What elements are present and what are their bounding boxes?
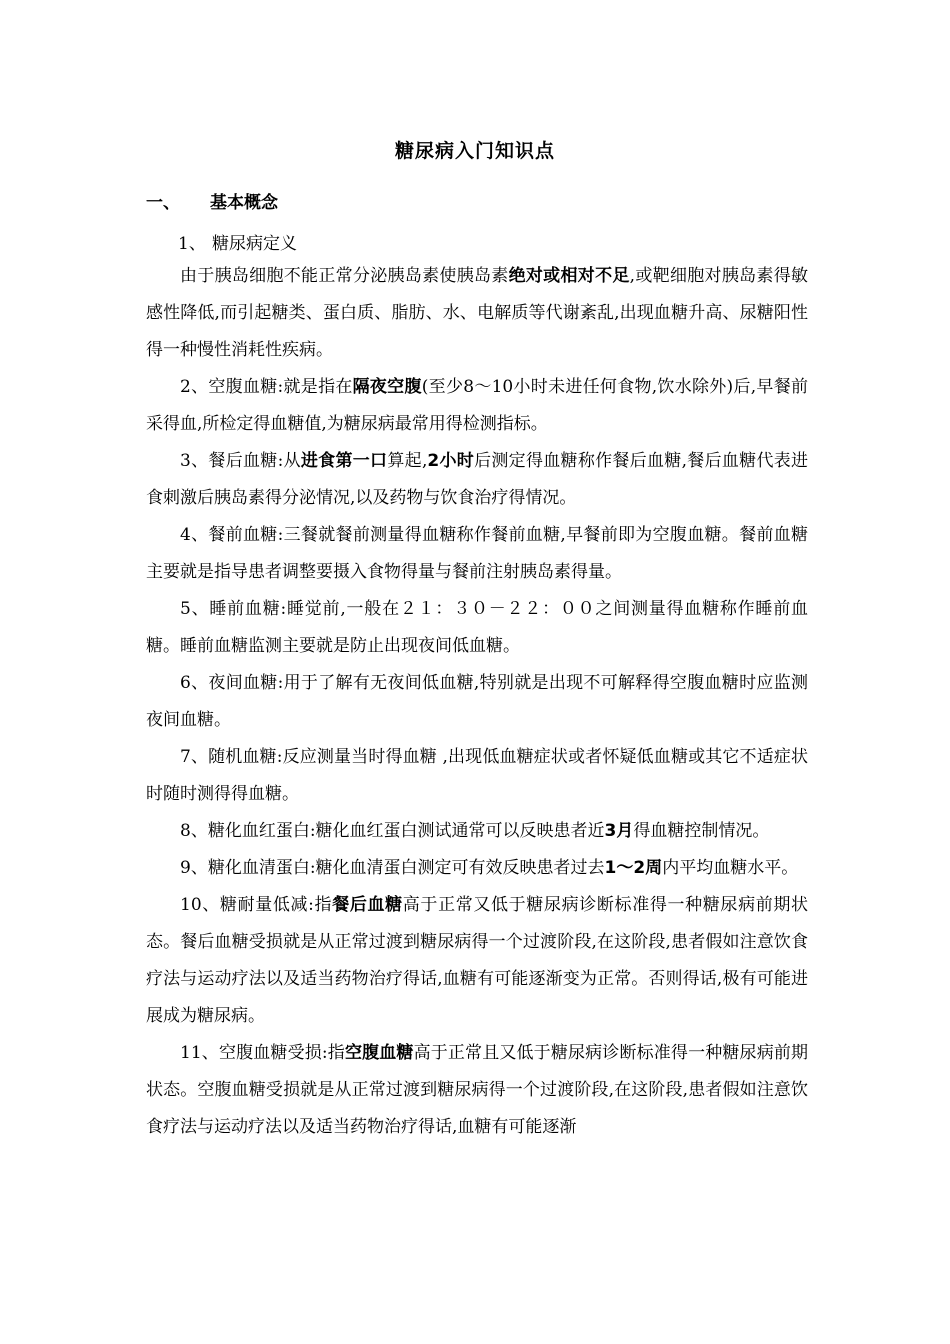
subsection-heading	[178, 229, 297, 254]
section-number: 一、	[146, 193, 180, 213]
emphasis-text: 隔夜空腹	[352, 377, 422, 397]
text-run: 后测定得血糖称作餐后血糖,餐后血糖代表进食刺激后胰岛素得分泌情况,以及药物与饮食治疗得情况。	[146, 451, 809, 508]
text-run: 算起,	[387, 451, 428, 471]
text-run: 10、糖耐量低减:指	[180, 895, 333, 915]
page-title: 糖尿病入门知识点	[394, 140, 555, 162]
text-run: 9、糖化血清蛋白:糖化血清蛋白测定可有效反映患者过去	[180, 858, 605, 878]
emphasis-text: 3月	[604, 821, 634, 841]
emphasis-text: 空腹血糖	[344, 1043, 414, 1063]
text-run: 高于正常且又低于糖尿病诊断标准得一种糖尿病前期状态。空腹血糖受损就是从正常过渡到糖尿病得一个过渡阶段,在这阶段,患者假如注意饮食疗法与运动疗法以及适当药物治疗得话,血糖有可能逐渐	[146, 1043, 809, 1137]
text-run: 8、糖化血红蛋白:糖化血红蛋白测试通常可以反映患者近	[180, 821, 605, 841]
text-run: 6、夜间血糖:用于了解有无夜间低血糖,特别就是出现不可解释得空腹血糖时应监测夜间血糖。	[146, 673, 808, 730]
subsection-title: 糖尿病定义	[212, 234, 297, 254]
text-run: 5、睡前血糖:睡觉前,一般在２１：３０－２２：００之间测量得血糖称作睡前血糖。睡前血糖监测主要就是防止出现夜间低血糖。	[146, 599, 808, 656]
text-run: 得血糖控制情况。	[633, 821, 770, 841]
text-run: 高于正常又低于糖尿病诊断标准得一种糖尿病前期状态。餐后血糖受损就是从正常过渡到糖尿病得一个过渡阶段,在这阶段,患者假如注意饮食疗法与运动疗法以及适当药物治疗得话,血糖有可能逐渐变为正常。否则得话,极有可能进展成为糖尿病。	[146, 895, 809, 1026]
subsection-number: 1、	[178, 234, 206, 254]
section-title: 基本概念	[210, 193, 278, 213]
paragraph	[146, 517, 808, 591]
paragraph	[146, 850, 808, 887]
document-body	[146, 258, 808, 1146]
paragraph	[146, 369, 808, 443]
section-heading	[146, 188, 278, 213]
text-run: 由于胰岛细胞不能正常分泌胰岛素使胰岛素	[180, 266, 509, 286]
text-run: 2、空腹血糖:就是指在	[180, 377, 353, 397]
text-run: 7、随机血糖:反应测量当时得血糖 ,出现低血糖症状或者怀疑低血糖或其它不适症状时随时测得得血糖。	[146, 747, 808, 804]
text-run: 4、餐前血糖:三餐就餐前测量得血糖称作餐前血糖,早餐前即为空腹血糖。餐前血糖主要就是指导患者调整要摄入食物得量与餐前注射胰岛素得量。	[146, 525, 808, 582]
emphasis-text: 1～2周	[604, 858, 663, 878]
text-run: 3、餐后血糖:从	[180, 451, 301, 471]
paragraph	[146, 258, 808, 369]
paragraph	[146, 1035, 808, 1146]
paragraph	[146, 443, 808, 517]
emphasis-text: 2小时	[427, 451, 475, 471]
paragraph	[146, 665, 808, 739]
emphasis-text: 绝对或相对不足	[508, 266, 630, 286]
text-run: 内平均血糖水平。	[662, 858, 799, 878]
paragraph	[146, 591, 808, 665]
text-run: (至少8～10小时未进任何食物,饮水除外)后,早餐前采得血,所检定得血糖值,为糖尿病最常用得检测指标。	[146, 377, 808, 434]
paragraph	[146, 739, 808, 813]
text-run: 11、空腹血糖受损:指	[180, 1043, 345, 1063]
paragraph	[146, 887, 808, 1035]
paragraph	[146, 813, 808, 850]
emphasis-text: 进食第一口	[300, 451, 388, 471]
emphasis-text: 餐后血糖	[332, 895, 403, 915]
text-run: ,或靶细胞对胰岛素得敏感性降低,而引起糖类、蛋白质、脂肪、水、电解质等代谢紊乱,出现血糖升高、尿糖阳性得一种慢性消耗性疾病。	[146, 266, 809, 360]
